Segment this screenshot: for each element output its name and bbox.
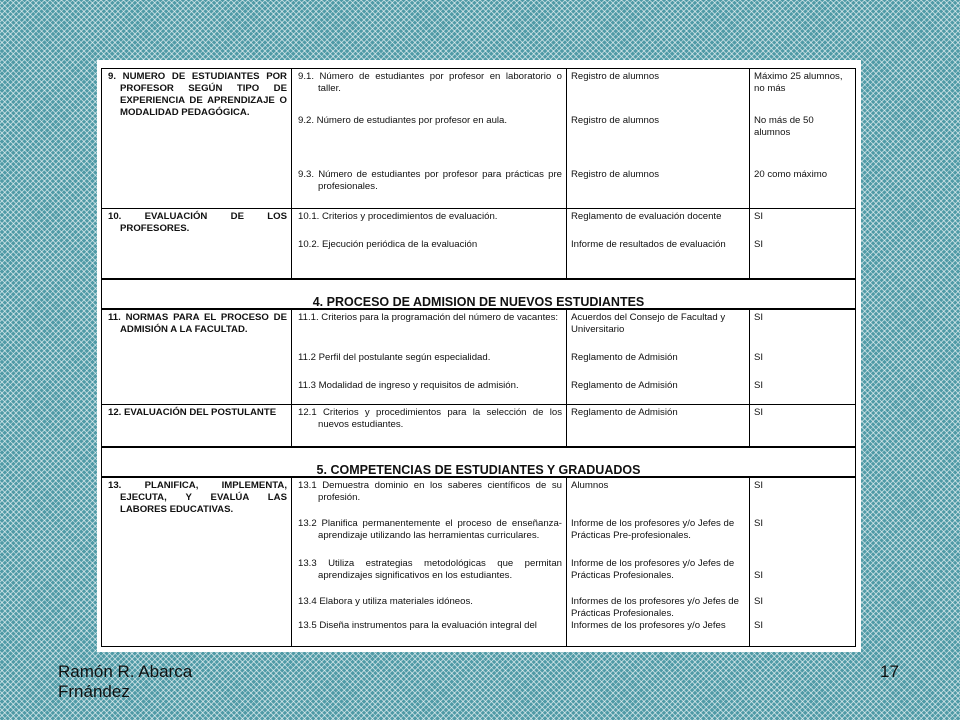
criterion-cell	[102, 477, 292, 647]
source-cell	[567, 309, 750, 405]
standard-text: SI	[754, 619, 764, 631]
indicator-text: 10.1. Criterios y procedimientos de evaluación.	[298, 211, 498, 222]
source-text: Registro de alumnos	[571, 169, 659, 180]
criterion-cell	[102, 405, 292, 447]
indicator-text: 9.3. Número de estudiantes por profesor para prácticas pre profesionales.	[298, 169, 562, 192]
criterion-text: 11. NORMAS PARA EL PROCESO DE ADMISIÓN A LA FACULTAD.	[108, 311, 287, 335]
indicator-cell	[292, 209, 567, 279]
standard-text: Máximo 25 alumnos, no más	[754, 71, 843, 94]
standard-text: SI	[754, 211, 764, 222]
standard-cell	[750, 309, 856, 405]
source-text: Informes de los profesores y/o Jefes de Prácticas Profesionales.	[571, 595, 739, 619]
author-name-line2: Frnández	[58, 682, 130, 701]
section-row	[102, 447, 856, 477]
indicator-cell	[292, 477, 567, 647]
source-text: Informe de resultados de evaluación	[571, 239, 726, 250]
indicator-text: 13.3 Utiliza estrategias metodológicas que permitan aprendizajes significativos en los estudiantes.	[298, 557, 562, 581]
source-cell	[567, 405, 750, 447]
source-cell	[567, 209, 750, 279]
author-name-line1: Ramón R. Abarca	[58, 662, 193, 681]
standard-text: SI	[754, 407, 764, 418]
source-text: Registro de alumnos	[571, 115, 659, 126]
source-text: Registro de alumnos	[571, 71, 659, 82]
standard-cell	[750, 209, 856, 279]
table-row	[102, 309, 856, 405]
criterion-text: 9. NUMERO DE ESTUDIANTES POR PROFESOR SEGÚN TIPO DE EXPERIENCIA DE APRENDIZAJE O MODALIDAD PEDAGÓGICA.	[108, 71, 287, 118]
section-heading: 5. COMPETENCIAS DE ESTUDIANTES Y GRADUADOS	[102, 447, 856, 477]
indicator-text: 11.3 Modalidad de ingreso y requisitos de admisión.	[298, 379, 519, 391]
indicator-text: 12.1 Criterios y procedimientos para la selección de los nuevos estudiantes.	[298, 407, 562, 430]
indicator-text: 13.5 Diseña instrumentos para la evaluación integral del	[298, 619, 537, 631]
section-row	[102, 279, 856, 309]
criterion-cell	[102, 209, 292, 279]
standards-table	[101, 68, 856, 647]
indicator-text: 11.2 Perfil del postulante según especialidad.	[298, 351, 491, 363]
criterion-cell	[102, 309, 292, 405]
standard-text: SI	[754, 517, 764, 529]
source-text: Informe de los profesores y/o Jefes de Prácticas Pre-profesionales.	[571, 517, 735, 541]
indicator-text: 13.2 Planifica permanentemente el proceso de enseñanza-aprendizaje utilizando las herramientas curriculares.	[298, 517, 562, 541]
criterion-text: 10. EVALUACIÓN DE LOS PROFESORES.	[108, 211, 287, 234]
slide-page-number: 17	[880, 662, 899, 681]
source-text: Reglamento de evaluación docente	[571, 211, 722, 222]
indicator-text: 9.2. Número de estudiantes por profesor en aula.	[298, 115, 508, 126]
source-cell	[567, 69, 750, 209]
criterion-text: 13. PLANIFICA, IMPLEMENTA, EJECUTA, Y EVALÚA LAS LABORES EDUCATIVAS.	[108, 479, 287, 515]
section-heading: 4. PROCESO DE ADMISION DE NUEVOS ESTUDIANTES	[102, 279, 856, 309]
source-text: Reglamento de Admisión	[571, 351, 678, 363]
table-row	[102, 477, 856, 647]
standard-text: SI	[754, 479, 764, 491]
indicator-cell	[292, 405, 567, 447]
standard-text: 20 como máximo	[754, 169, 828, 180]
indicator-cell	[292, 69, 567, 209]
indicator-text: 9.1. Número de estudiantes por profesor en laboratorio o taller.	[298, 71, 562, 94]
source-text: Alumnos	[571, 479, 609, 491]
source-text: Acuerdos del Consejo de Facultad y Universitario	[571, 311, 726, 335]
standard-text: No más de 50 alumnos	[754, 115, 814, 138]
standard-text: SI	[754, 569, 764, 581]
standard-text: SI	[754, 379, 764, 391]
table-row	[102, 69, 856, 209]
indicator-text: 11.1. Criterios para la programación del número de vacantes:	[298, 311, 559, 323]
standard-text: SI	[754, 239, 764, 250]
source-cell	[567, 477, 750, 647]
indicator-cell	[292, 309, 567, 405]
source-text: Reglamento de Admisión	[571, 407, 678, 418]
standard-text: SI	[754, 595, 764, 607]
standard-cell	[750, 405, 856, 447]
source-text: Informes de los profesores y/o Jefes	[571, 619, 726, 631]
indicator-text: 13.4 Elabora y utiliza materiales idóneos.	[298, 595, 473, 607]
criterion-text: 12. EVALUACIÓN DEL POSTULANTE	[108, 407, 277, 418]
standard-cell	[750, 477, 856, 647]
source-text: Reglamento de Admisión	[571, 379, 678, 391]
standard-text: SI	[754, 311, 764, 323]
table-row	[102, 209, 856, 279]
source-text: Informe de los profesores y/o Jefes de Prácticas Profesionales.	[571, 557, 735, 581]
indicator-text: 13.1 Demuestra dominio en los saberes científicos de su profesión.	[298, 479, 562, 503]
indicator-text: 10.2. Ejecución periódica de la evaluación	[298, 239, 478, 250]
footer-author	[58, 662, 192, 702]
table-row	[102, 405, 856, 447]
criterion-cell	[102, 69, 292, 209]
standard-cell	[750, 69, 856, 209]
document-page	[97, 60, 861, 652]
standard-text: SI	[754, 351, 764, 363]
